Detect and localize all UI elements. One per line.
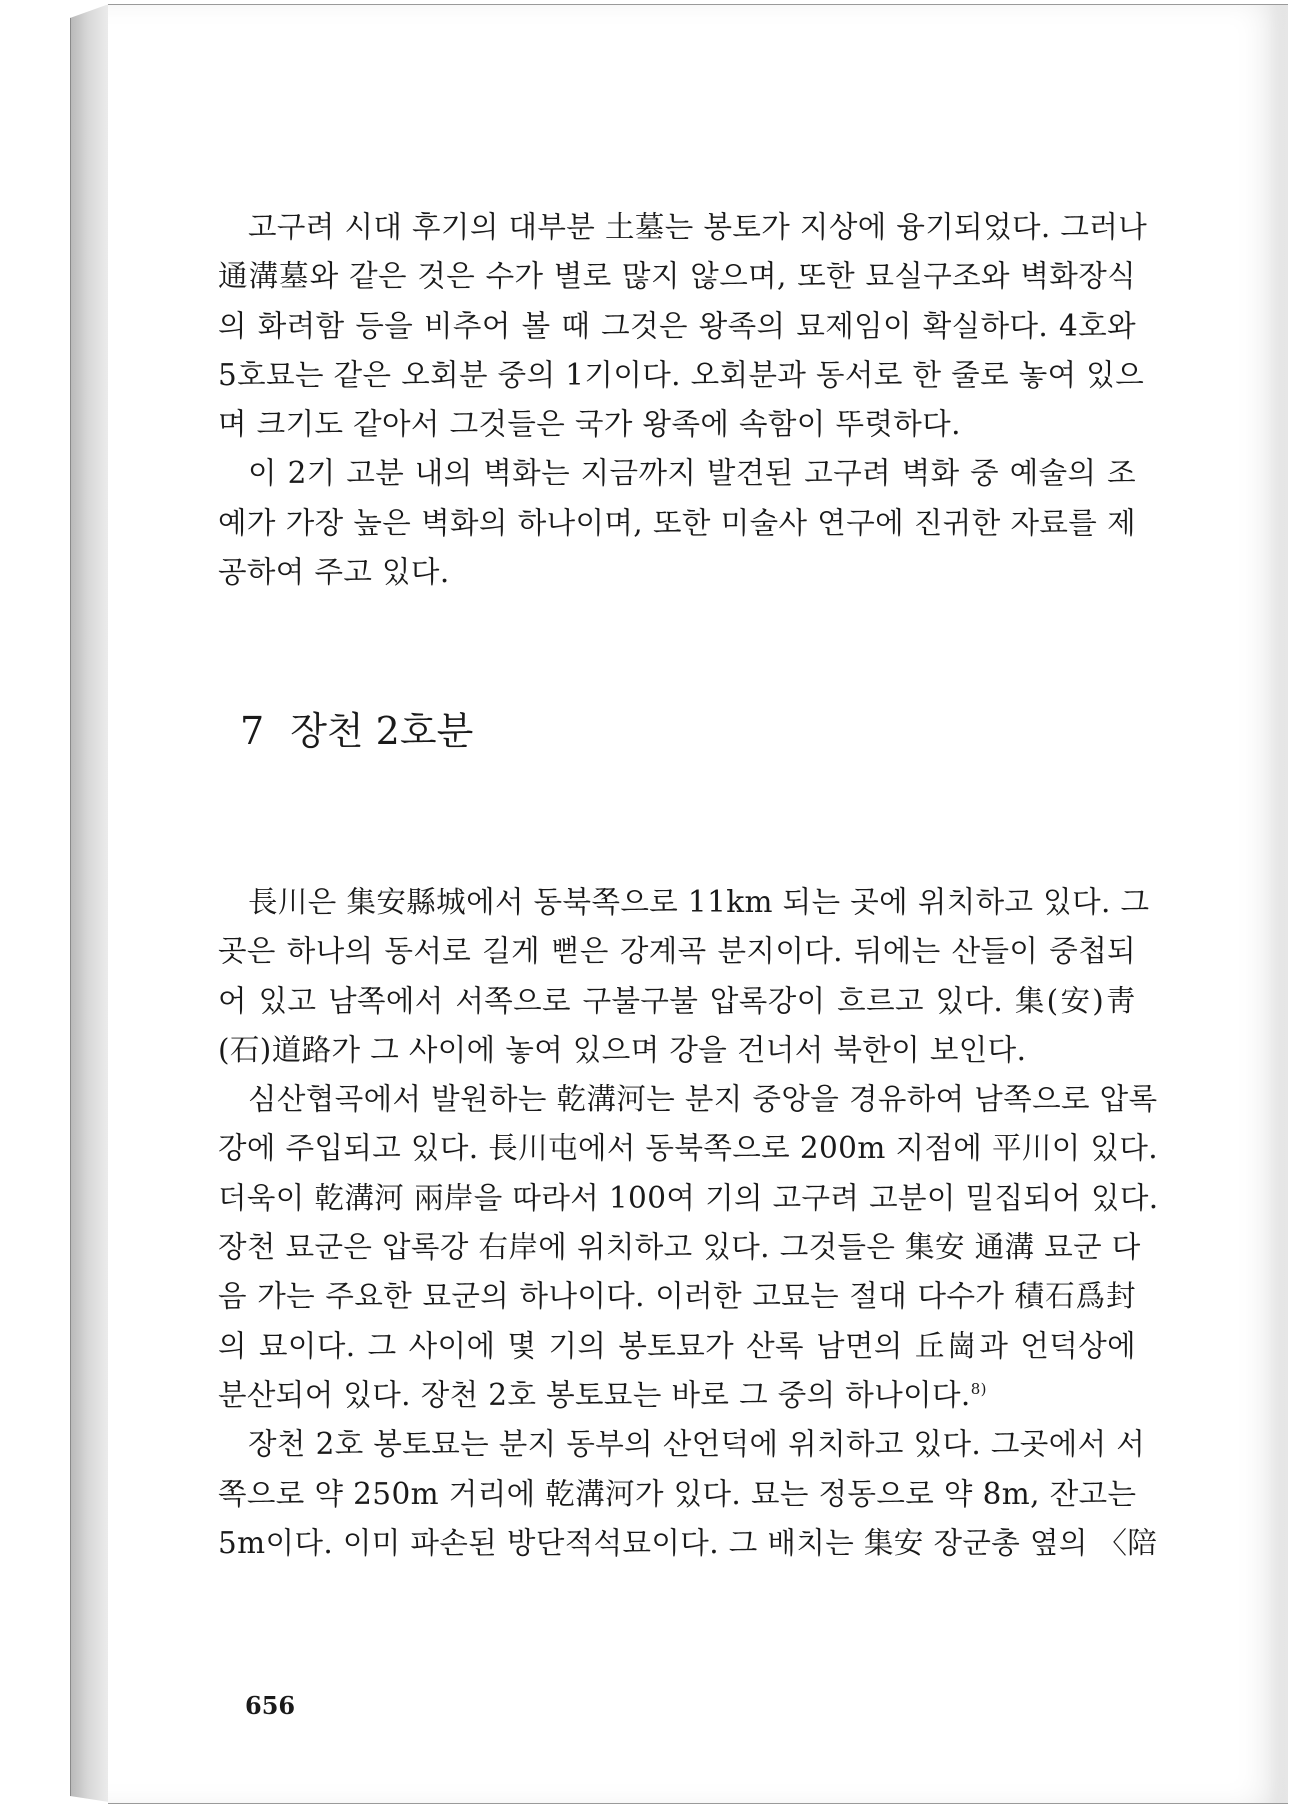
text-line: [218, 1371, 1136, 1420]
text-line: 심산협곡에서 발원하는 乾溝河는 분지 중앙을 경유하여 남쪽으로 압록: [248, 1082, 1158, 1117]
text-line: 5호묘는 같은 오회분 중의 1기이다. 오회분과 동서로 한 줄로 놓여 있으: [218, 357, 1145, 392]
text-line: 예가 가장 높은 벽화의 하나이며, 또한 미술사 연구에 진귀한 자료를 제: [218, 505, 1136, 540]
text-line: 더욱이 乾溝河 兩岸을 따라서 100여 기의 고구려 고분이 밀집되어 있다.: [218, 1180, 1159, 1215]
page-number: 656: [245, 1691, 296, 1720]
text-line: 의 묘이다. 그 사이에 몇 기의 봉토묘가 산록 남면의 丘崗과 언덕상에: [218, 1328, 1136, 1363]
footnote-marker: 8): [970, 1380, 987, 1399]
text-line: 의 화려함 등을 비추어 볼 때 그것은 왕족의 묘제임이 확실하다. 4호와: [218, 308, 1136, 343]
text-line: 5m이다. 이미 파손된 방단적석묘이다. 그 배치는 集安 장군총 옆의 〈陪: [218, 1525, 1158, 1560]
page-sheet: [108, 4, 1288, 1804]
text-line: 음 가는 주요한 묘군의 하나이다. 이러한 고묘는 절대 다수가 積石爲封: [218, 1279, 1136, 1314]
text-line: 通溝墓와 같은 것은 수가 별로 많지 않으며, 또한 묘실구조와 벽화장식: [218, 259, 1136, 294]
paragraph-block-2: [218, 878, 1159, 1568]
text-line: 강에 주입되고 있다. 長川屯에서 동북쪽으로 200m 지점에 平川이 있다.: [218, 1131, 1158, 1166]
text-line: (石)道路가 그 사이에 놓여 있으며 강을 건너서 북한이 보인다.: [218, 1032, 1027, 1067]
text-line: 공하여 주고 있다.: [218, 555, 450, 590]
text-line: 장천 2호 봉토묘는 분지 동부의 산언덕에 위치하고 있다. 그곳에서 서: [248, 1427, 1146, 1462]
text-line-content: 분산되어 있다. 장천 2호 봉토묘는 바로 그 중의 하나이다.: [218, 1377, 971, 1412]
page-edge: [70, 4, 109, 1802]
text-line: 쪽으로 약 250m 거리에 乾溝河가 있다. 묘는 정동으로 약 8m, 잔고는: [218, 1476, 1137, 1511]
section-title: 장천 2호분: [290, 709, 474, 753]
text-line: 며 크기도 같아서 그것들은 국가 왕족에 속함이 뚜렷하다.: [218, 407, 961, 442]
paragraph-block-1: [218, 203, 1148, 597]
text-line: 長川은 集安縣城에서 동북쪽으로 11km 되는 곳에 위치하고 있다. 그: [248, 885, 1150, 919]
section-number: 7: [240, 709, 265, 753]
text-line: 이 2기 고분 내의 벽화는 지금까지 발견된 고구려 벽화 중 예술의 조: [248, 456, 1136, 491]
text-line: 고구려 시대 후기의 대부분 土墓는 봉토가 지상에 융기되었다. 그러나: [248, 210, 1148, 244]
text-line: 장천 묘군은 압록강 右岸에 위치하고 있다. 그것들은 集安 通溝 묘군 다: [218, 1230, 1141, 1265]
text-line: 어 있고 남쪽에서 서쪽으로 구불구불 압록강이 흐르고 있다. 集(安)靑: [218, 983, 1136, 1018]
text-line: 곳은 하나의 동서로 길게 뻗은 강계곡 분지이다. 뒤에는 산들이 중첩되: [218, 934, 1136, 969]
section-heading: [240, 700, 473, 755]
